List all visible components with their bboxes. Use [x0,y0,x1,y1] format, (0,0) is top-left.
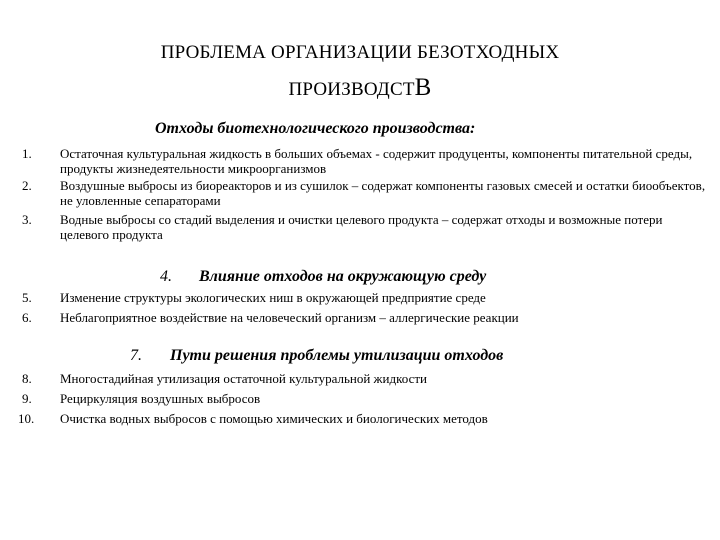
section-heading-number: 7. [130,347,142,364]
list-item: Воздушные выбросы из биореакторов и из сушилок – содержат компоненты газовых смесей и остатки биообъектов, не уловленные сепараторами [60,178,706,208]
item-number: 6. [22,310,32,325]
item-number: 9. [22,391,32,406]
list-item: Рециркуляция воздушных выбросов [60,391,261,406]
list-item: Многостадийная утилизация остаточной культуральной жидкости [60,371,427,386]
title-line-2-last-letter: В [414,74,432,101]
item-number: 5. [22,290,32,305]
list-item: Изменение структуры экологических ниш в окружающей предприятие среде [60,290,486,305]
item-number: 8. [22,371,32,386]
section-heading-waste: Отходы биотехнологического производства: [155,120,476,137]
title-line-1: ПРОБЛЕМА ОРГАНИЗАЦИИ БЕЗОТХОДНЫХ [160,42,560,63]
section-heading-solutions: Пути решения проблемы утилизации отходов [170,347,504,364]
list-item: Очистка водных выбросов с помощью химических и биологических методов [60,411,488,426]
section-heading-number: 4. [160,268,172,285]
item-number: 2. [22,178,32,193]
title-line-2 [60,74,660,102]
item-number: 3. [22,212,32,227]
list-item: Водные выбросы со стадий выделения и очистки целевого продукта – содержат отходы и возможные потери целевого продукта [60,212,663,242]
item-number: 1. [22,146,32,161]
item-number: 10. [18,411,35,426]
list-item: Остаточная культуральная жидкость в больших объемах - содержит продуценты, компоненты питательной среды, продукты жизнедеятельности микроорганизмов [60,146,693,176]
section-heading-impact: Влияние отходов на окружающую среду [199,268,487,285]
list-item: Неблагоприятное воздействие на человеческий организм – аллергические реакции [60,310,519,325]
title-line-2-main: ПРОИЗВОДСТ [288,79,415,100]
